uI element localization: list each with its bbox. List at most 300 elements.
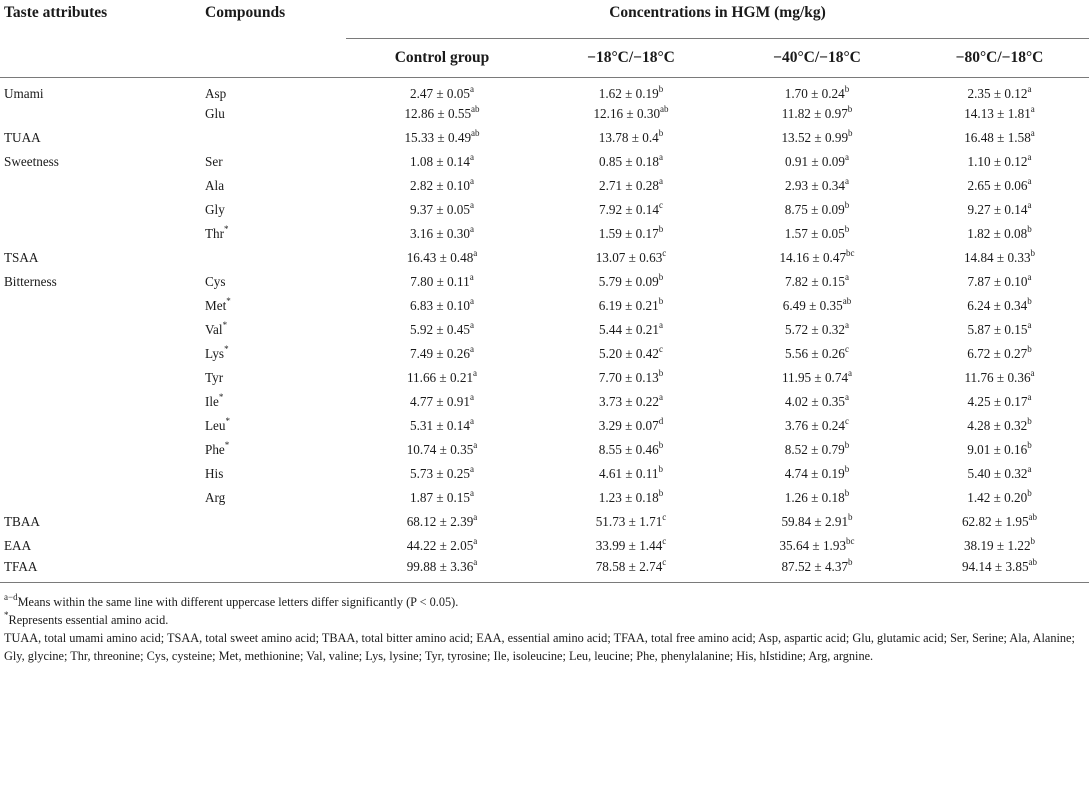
significance-letter: b xyxy=(848,511,853,522)
concentration-value: 51.73 ± 1.71 xyxy=(595,514,663,529)
significance-letter: b xyxy=(844,83,850,94)
footnote-significance-text: Means within the same line with different uppercase letters differ significantly (P < 0.05). xyxy=(17,595,459,609)
significance-letter: a xyxy=(469,271,474,282)
significance-letter: b xyxy=(1027,487,1032,498)
concentration-cell xyxy=(346,438,538,462)
concentration-cell xyxy=(538,78,724,103)
significance-letter: c xyxy=(662,247,667,258)
concentration-cell xyxy=(346,102,538,126)
significance-letter: c xyxy=(662,556,667,567)
concentration-cell xyxy=(724,174,910,198)
table-row xyxy=(0,318,1089,342)
significance-letter: b xyxy=(1027,295,1032,306)
compound-cell xyxy=(174,558,346,582)
table-row xyxy=(0,150,1089,174)
concentration-cell xyxy=(910,342,1089,366)
concentration-cell xyxy=(346,222,538,246)
compound-cell xyxy=(174,198,346,222)
taste-attribute-cell xyxy=(0,366,174,390)
significance-letter: ab xyxy=(660,103,669,114)
significance-letter: a xyxy=(470,199,474,210)
significance-letter: a xyxy=(473,439,478,450)
footnote-significance xyxy=(4,593,1085,611)
concentration-value: 4.02 ± 0.35 xyxy=(785,394,845,409)
table-row xyxy=(0,534,1089,558)
significance-letter: a xyxy=(1027,199,1032,210)
significance-letter: b xyxy=(658,487,664,498)
taste-attribute-cell xyxy=(0,390,174,414)
significance-letter: c xyxy=(662,535,667,546)
concentration-value: 11.95 ± 0.74 xyxy=(781,370,849,385)
concentration-value: 3.29 ± 0.07 xyxy=(598,418,659,433)
concentration-value: 6.19 ± 0.21 xyxy=(598,298,659,313)
header-group-minus40: −40°C/−18°C xyxy=(724,39,910,78)
compound-cell xyxy=(174,462,346,486)
significance-letter: a xyxy=(1027,175,1032,186)
significance-letter: b xyxy=(658,439,664,450)
concentration-value: 1.08 ± 0.14 xyxy=(410,154,470,169)
header-taste-attributes: Taste attributes xyxy=(4,4,108,21)
concentration-cell xyxy=(724,486,910,510)
concentration-cell xyxy=(724,510,910,534)
compound-name: Val xyxy=(205,322,223,337)
concentration-cell xyxy=(346,294,538,318)
concentration-value: 3.76 ± 0.24 xyxy=(785,418,845,433)
concentration-cell xyxy=(538,558,724,582)
compound-cell xyxy=(174,318,346,342)
concentration-cell xyxy=(910,270,1089,294)
significance-letter: b xyxy=(1030,247,1036,258)
compound-cell xyxy=(174,174,346,198)
table-row xyxy=(0,342,1089,366)
concentration-value: 1.42 ± 0.20 xyxy=(967,490,1028,505)
significance-letter: a xyxy=(470,175,474,186)
significance-letter: a xyxy=(659,319,663,330)
concentration-value: 10.74 ± 0.35 xyxy=(406,442,474,457)
compound-name: Ala xyxy=(205,178,225,193)
concentration-cell xyxy=(346,510,538,534)
concentration-cell xyxy=(346,246,538,270)
concentration-value: 8.75 ± 0.09 xyxy=(784,202,845,217)
concentration-cell xyxy=(538,174,724,198)
concentration-value: 7.49 ± 0.26 xyxy=(410,346,470,361)
significance-letter: b xyxy=(658,463,663,474)
concentration-cell xyxy=(910,558,1089,582)
significance-letter: a xyxy=(470,463,474,474)
taste-attribute-cell xyxy=(0,294,174,318)
concentration-cell xyxy=(910,318,1089,342)
compound-cell xyxy=(174,510,346,534)
significance-letter: a xyxy=(473,535,478,546)
significance-letter: b xyxy=(844,199,850,210)
essential-marker: * xyxy=(226,295,231,306)
essential-marker: * xyxy=(218,391,224,402)
concentration-cell xyxy=(910,438,1089,462)
concentration-value: 1.26 ± 0.18 xyxy=(784,490,845,505)
significance-letter: b xyxy=(1027,415,1032,426)
concentration-value: 44.22 ± 2.05 xyxy=(406,538,474,553)
concentration-cell xyxy=(910,174,1089,198)
significance-letter: c xyxy=(659,199,663,210)
concentration-cell xyxy=(538,246,724,270)
concentration-value: 2.65 ± 0.06 xyxy=(967,178,1028,193)
concentration-cell xyxy=(910,534,1089,558)
significance-letter: a xyxy=(473,511,478,522)
concentration-value: 9.37 ± 0.05 xyxy=(410,202,470,217)
essential-marker: * xyxy=(224,439,230,450)
concentration-value: 13.78 ± 0.4 xyxy=(598,130,659,145)
compound-cell xyxy=(174,78,346,103)
concentration-value: 11.76 ± 0.36 xyxy=(964,370,1031,385)
significance-letter: a xyxy=(473,247,478,258)
concentration-cell xyxy=(910,462,1089,486)
significance-letter: a xyxy=(470,223,474,234)
compound-name: Gly xyxy=(205,202,225,217)
concentration-cell xyxy=(346,318,538,342)
significance-letter: a xyxy=(470,319,474,330)
concentration-value: 5.72 ± 0.32 xyxy=(785,322,845,337)
concentration-cell xyxy=(346,342,538,366)
concentration-value: 4.74 ± 0.19 xyxy=(784,466,845,481)
taste-attribute-cell xyxy=(0,174,174,198)
concentration-cell xyxy=(910,150,1089,174)
concentration-cell xyxy=(910,198,1089,222)
significance-letter: ab xyxy=(471,127,480,138)
concentration-value: 5.56 ± 0.26 xyxy=(785,346,845,361)
concentration-value: 62.82 ± 1.95 xyxy=(961,514,1029,529)
significance-letter: a xyxy=(470,343,474,354)
significance-letter: b xyxy=(847,103,853,114)
concentration-value: 5.79 ± 0.09 xyxy=(598,274,659,289)
concentration-cell xyxy=(724,294,910,318)
compound-name: Ser xyxy=(205,154,223,169)
concentration-cell xyxy=(538,438,724,462)
header-spacer xyxy=(174,39,346,78)
significance-letter: b xyxy=(658,295,664,306)
concentration-value: 7.80 ± 0.11 xyxy=(410,274,470,289)
significance-letter: a xyxy=(659,175,663,186)
header-concentrations: Concentrations in HGM (mg/kg) xyxy=(346,0,1089,39)
taste-attribute-cell: Umami xyxy=(4,86,44,101)
concentration-value: 6.83 ± 0.10 xyxy=(410,298,470,313)
concentration-cell xyxy=(724,558,910,582)
concentration-value: 9.27 ± 0.14 xyxy=(967,202,1028,217)
concentration-cell xyxy=(910,294,1089,318)
significance-letter: a xyxy=(1027,391,1032,402)
concentration-value: 4.77 ± 0.91 xyxy=(410,394,470,409)
concentration-value: 4.28 ± 0.32 xyxy=(967,418,1028,433)
concentration-cell xyxy=(910,126,1089,150)
significance-letter: a xyxy=(473,556,478,567)
concentration-value: 5.73 ± 0.25 xyxy=(410,466,470,481)
concentration-cell xyxy=(346,150,538,174)
concentration-value: 9.01 ± 0.16 xyxy=(967,442,1028,457)
concentration-value: 5.44 ± 0.21 xyxy=(599,322,659,337)
table-row xyxy=(0,198,1089,222)
concentration-cell xyxy=(346,126,538,150)
concentration-cell xyxy=(538,486,724,510)
concentration-value: 0.91 ± 0.09 xyxy=(785,154,845,169)
taste-attribute-cell xyxy=(0,102,174,126)
footnote-essential xyxy=(4,611,1085,629)
taste-attribute-cell: TUAA xyxy=(4,130,41,145)
table-row xyxy=(0,78,1089,103)
footnote-essential-text: Represents essential amino acid. xyxy=(8,613,169,627)
concentration-value: 12.86 ± 0.55 xyxy=(404,106,472,121)
essential-marker: * xyxy=(224,343,229,354)
concentration-value: 1.23 ± 0.18 xyxy=(598,490,659,505)
significance-letter: bc xyxy=(846,535,855,546)
significance-letter: a xyxy=(845,151,849,162)
concentration-cell xyxy=(724,414,910,438)
significance-letter: a xyxy=(1027,463,1032,474)
table-row xyxy=(0,126,1089,150)
concentration-cell xyxy=(724,366,910,390)
concentration-value: 78.58 ± 2.74 xyxy=(595,559,663,574)
significance-letter: a xyxy=(1027,83,1032,94)
concentration-value: 4.61 ± 0.11 xyxy=(599,466,659,481)
significance-letter: b xyxy=(658,223,664,234)
significance-letter: a xyxy=(470,151,474,162)
significance-letter: b xyxy=(1027,439,1032,450)
table-row xyxy=(0,414,1089,438)
concentration-cell xyxy=(910,102,1089,126)
significance-letter: b xyxy=(848,556,853,567)
essential-marker: * xyxy=(222,319,228,330)
concentration-value: 68.12 ± 2.39 xyxy=(406,514,474,529)
taste-attribute-cell: TBAA xyxy=(4,514,40,529)
significance-letter: a xyxy=(659,151,663,162)
significance-letter: b xyxy=(658,367,664,378)
concentration-value: 12.16 ± 0.30 xyxy=(593,106,661,121)
compound-name: Thr xyxy=(205,226,225,241)
compound-name: Glu xyxy=(205,106,225,121)
significance-letter: b xyxy=(844,223,850,234)
concentration-cell xyxy=(346,366,538,390)
concentration-value: 5.87 ± 0.15 xyxy=(967,322,1028,337)
significance-letter: a xyxy=(1027,151,1032,162)
concentration-cell xyxy=(538,366,724,390)
concentration-value: 6.24 ± 0.34 xyxy=(967,298,1028,313)
concentration-value: 2.93 ± 0.34 xyxy=(785,178,845,193)
compound-cell xyxy=(174,414,346,438)
concentration-cell xyxy=(346,414,538,438)
concentration-value: 5.92 ± 0.45 xyxy=(410,322,470,337)
significance-letter: bc xyxy=(846,247,855,258)
taste-attribute-cell xyxy=(0,462,174,486)
significance-letter: b xyxy=(1027,343,1032,354)
concentration-value: 33.99 ± 1.44 xyxy=(595,538,663,553)
concentration-value: 35.64 ± 1.93 xyxy=(779,538,847,553)
essential-marker: * xyxy=(224,223,229,234)
significance-letter: b xyxy=(658,127,664,138)
concentration-cell xyxy=(724,126,910,150)
significance-letter: ab xyxy=(1028,511,1038,522)
concentration-cell xyxy=(910,486,1089,510)
concentration-value: 7.70 ± 0.13 xyxy=(598,370,659,385)
table-row xyxy=(0,270,1089,294)
significance-letter: b xyxy=(848,127,853,138)
table-row xyxy=(0,486,1089,510)
concentration-value: 99.88 ± 3.36 xyxy=(406,559,474,574)
significance-letter: a xyxy=(470,415,474,426)
taste-attribute-cell xyxy=(0,438,174,462)
concentration-value: 7.82 ± 0.15 xyxy=(785,274,845,289)
concentration-value: 87.52 ± 4.37 xyxy=(781,559,849,574)
concentration-value: 7.87 ± 0.10 xyxy=(967,274,1028,289)
concentration-cell xyxy=(538,126,724,150)
concentration-cell xyxy=(346,534,538,558)
concentration-value: 2.35 ± 0.12 xyxy=(967,86,1028,101)
concentration-cell xyxy=(538,318,724,342)
compound-cell xyxy=(174,342,346,366)
concentration-value: 14.84 ± 0.33 xyxy=(963,250,1031,265)
concentration-value: 1.82 ± 0.08 xyxy=(967,226,1028,241)
compound-name: Phe xyxy=(205,442,225,457)
concentration-cell xyxy=(538,222,724,246)
concentration-cell xyxy=(724,270,910,294)
concentration-cell xyxy=(346,390,538,414)
concentration-cell xyxy=(724,438,910,462)
table-row xyxy=(0,102,1089,126)
concentration-cell xyxy=(910,78,1089,103)
concentration-cell xyxy=(538,462,724,486)
concentration-value: 5.20 ± 0.42 xyxy=(599,346,659,361)
table-row xyxy=(0,294,1089,318)
compound-cell xyxy=(174,150,346,174)
concentration-value: 4.25 ± 0.17 xyxy=(967,394,1028,409)
concentration-cell xyxy=(538,414,724,438)
concentration-value: 1.59 ± 0.17 xyxy=(598,226,659,241)
taste-attribute-cell: Sweetness xyxy=(4,154,59,169)
essential-marker: * xyxy=(225,415,231,426)
compound-cell xyxy=(174,534,346,558)
significance-letter: a xyxy=(1030,103,1035,114)
concentration-value: 3.16 ± 0.30 xyxy=(410,226,470,241)
taste-attribute-cell xyxy=(0,318,174,342)
significance-letter: a xyxy=(845,271,849,282)
concentration-cell xyxy=(724,246,910,270)
concentration-cell xyxy=(724,318,910,342)
concentration-value: 11.82 ± 0.97 xyxy=(781,106,848,121)
table-row xyxy=(0,510,1089,534)
taste-attribute-cell xyxy=(0,414,174,438)
concentration-cell xyxy=(724,150,910,174)
table-row xyxy=(0,462,1089,486)
compound-name: Cys xyxy=(205,274,226,289)
significance-letter: ab xyxy=(471,103,480,114)
header-spacer xyxy=(0,39,174,78)
concentration-value: 16.48 ± 1.58 xyxy=(964,130,1031,145)
concentration-cell xyxy=(724,222,910,246)
concentration-value: 1.62 ± 0.19 xyxy=(598,86,659,101)
compound-cell xyxy=(174,246,346,270)
significance-letter: c xyxy=(845,343,849,354)
significance-letter: b xyxy=(658,271,664,282)
significance-letter: b xyxy=(844,463,850,474)
concentration-cell xyxy=(346,462,538,486)
concentration-cell xyxy=(538,270,724,294)
compound-cell xyxy=(174,126,346,150)
table-row xyxy=(0,390,1089,414)
compound-cell xyxy=(174,270,346,294)
significance-letter: ab xyxy=(1028,556,1038,567)
concentration-value: 13.07 ± 0.63 xyxy=(595,250,663,265)
significance-letter: a xyxy=(845,175,849,186)
concentration-value: 6.72 ± 0.27 xyxy=(967,346,1028,361)
concentration-value: 14.16 ± 0.47 xyxy=(779,250,847,265)
table-row xyxy=(0,246,1089,270)
concentration-cell xyxy=(346,270,538,294)
concentration-value: 1.10 ± 0.12 xyxy=(967,154,1028,169)
significance-letter: b xyxy=(658,83,664,94)
significance-letter: a xyxy=(473,367,478,378)
taste-attribute-cell: EAA xyxy=(4,538,32,553)
table-row xyxy=(0,366,1089,390)
compound-cell xyxy=(174,390,346,414)
concentration-cell xyxy=(538,390,724,414)
significance-letter: a xyxy=(470,83,474,94)
significance-letter: a xyxy=(470,487,474,498)
concentration-value: 3.73 ± 0.22 xyxy=(599,394,659,409)
concentration-cell xyxy=(910,246,1089,270)
concentration-value: 6.49 ± 0.35 xyxy=(782,298,843,313)
significance-letter: ab xyxy=(842,295,852,306)
concentration-value: 0.85 ± 0.18 xyxy=(599,154,659,169)
compound-name: Lys xyxy=(205,346,225,361)
concentration-cell xyxy=(724,198,910,222)
concentration-cell xyxy=(346,78,538,103)
compound-cell xyxy=(174,294,346,318)
concentration-cell xyxy=(910,222,1089,246)
table-row xyxy=(0,438,1089,462)
footnote-significance-marker: a−d xyxy=(4,591,18,602)
concentration-cell xyxy=(910,414,1089,438)
concentration-value: 11.66 ± 0.21 xyxy=(406,370,474,385)
concentration-value: 5.31 ± 0.14 xyxy=(410,418,470,433)
concentration-value: 2.71 ± 0.28 xyxy=(599,178,659,193)
header-group-minus80: −80°C/−18°C xyxy=(910,39,1089,78)
compound-name: Asp xyxy=(205,86,227,101)
concentration-cell xyxy=(910,366,1089,390)
significance-letter: a xyxy=(470,295,474,306)
concentration-value: 1.87 ± 0.15 xyxy=(410,490,470,505)
footnote-essential-marker: * xyxy=(4,609,9,620)
compound-name: Ile xyxy=(205,394,219,409)
significance-letter: a xyxy=(1027,271,1032,282)
compound-cell xyxy=(174,486,346,510)
taste-attribute-cell: TFAA xyxy=(4,559,38,574)
concentration-value: 5.40 ± 0.32 xyxy=(967,466,1028,481)
concentration-value: 8.52 ± 0.79 xyxy=(784,442,845,457)
significance-letter: b xyxy=(844,439,850,450)
compound-name: Met xyxy=(205,298,227,313)
concentration-value: 1.57 ± 0.05 xyxy=(784,226,845,241)
concentration-cell xyxy=(538,342,724,366)
significance-letter: a xyxy=(470,391,474,402)
table-row xyxy=(0,174,1089,198)
significance-letter: a xyxy=(845,391,849,402)
significance-letter: a xyxy=(848,367,853,378)
taste-attribute-cell: TSAA xyxy=(4,250,39,265)
concentration-value: 13.52 ± 0.99 xyxy=(781,130,849,145)
significance-letter: c xyxy=(662,511,667,522)
concentration-cell xyxy=(538,534,724,558)
concentration-value: 94.14 ± 3.85 xyxy=(961,559,1029,574)
concentration-cell xyxy=(724,342,910,366)
concentration-cell xyxy=(538,510,724,534)
significance-letter: b xyxy=(844,487,850,498)
